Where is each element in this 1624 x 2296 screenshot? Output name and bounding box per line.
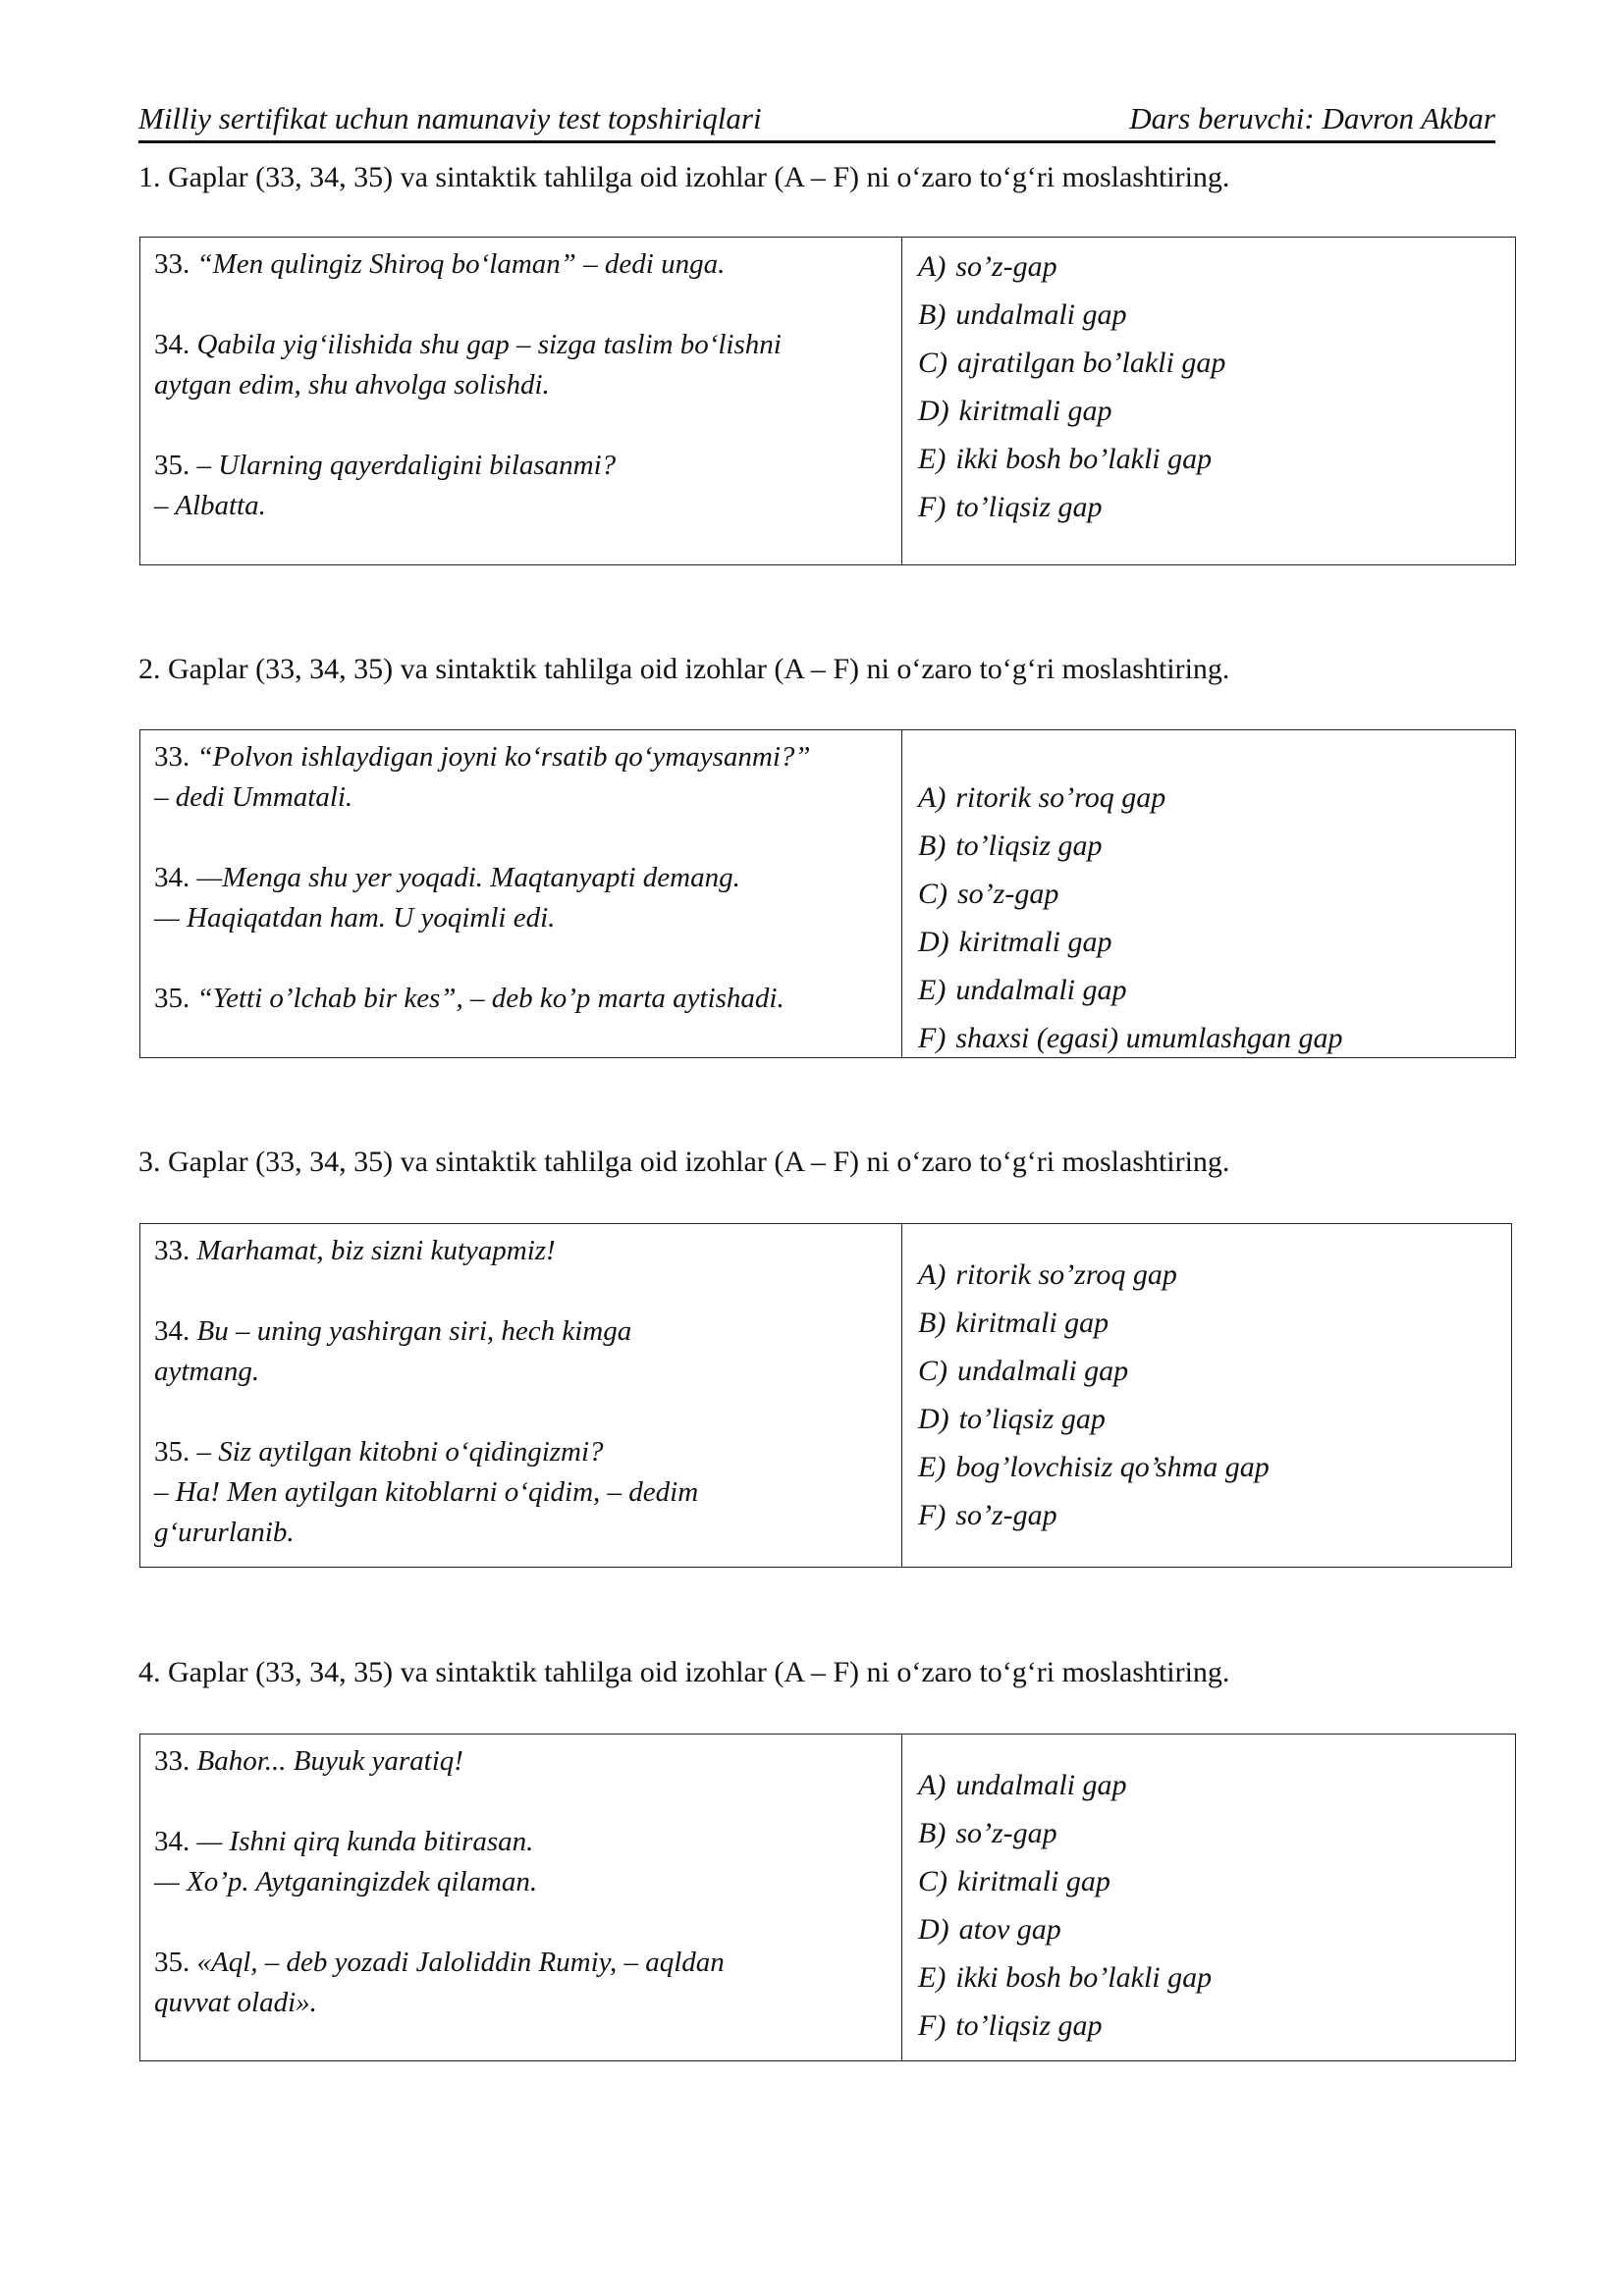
sentence-number: 35.	[154, 1947, 190, 1978]
sentence-line	[154, 1943, 888, 1983]
option-text: shaxsi (egasi) umumlashgan gap	[955, 1022, 1343, 1054]
option-item	[918, 1491, 1497, 1539]
option-letter: D)	[918, 1403, 949, 1435]
sentence-text: — Ishni qirq kunda bitirasan.	[196, 1826, 534, 1857]
sentence-text: g‘ururlanib.	[154, 1517, 295, 1548]
option-text: to’liqsiz gap	[958, 1403, 1106, 1435]
option-letter: F)	[918, 2009, 947, 2042]
option-letter: E)	[918, 974, 947, 1006]
option-letter: F)	[918, 1499, 947, 1531]
sentence-text: “Yetti o’lchab bir kes”, – deb ko’p marta aytishadi.	[196, 983, 785, 1014]
option-item	[918, 291, 1501, 339]
sentence-text: “Polvon ishlaydigan joyni ko‘rsatib qo‘ymaysanmi?”	[196, 741, 811, 773]
sentence-item	[154, 1231, 888, 1271]
sentence-line	[154, 858, 888, 898]
page-header	[138, 101, 1495, 136]
option-letter: B)	[918, 1307, 947, 1339]
option-text: undalmali gap	[957, 1355, 1129, 1387]
sentence-line	[154, 1231, 888, 1271]
sentences-column	[140, 1224, 902, 1567]
option-item	[918, 1953, 1501, 2002]
sentence-line	[154, 244, 888, 285]
option-item	[918, 1905, 1501, 1953]
sentences-column	[140, 1735, 902, 2060]
option-letter: C)	[918, 1355, 947, 1387]
options-column	[902, 1224, 1511, 1567]
option-item	[918, 1443, 1497, 1491]
sentence-number: 34.	[154, 329, 190, 360]
option-item	[918, 1761, 1501, 1809]
sentence-line	[154, 777, 888, 818]
sentence-text: — Haqiqatdan ham. U yoqimli edi.	[154, 902, 556, 934]
option-item	[918, 1395, 1497, 1443]
option-letter: D)	[918, 1913, 949, 1946]
option-letter: F)	[918, 1022, 947, 1054]
option-item	[918, 822, 1501, 870]
sentence-item	[154, 1822, 888, 1902]
option-text: kiritmali gap	[958, 926, 1112, 958]
header-divider	[138, 140, 1495, 143]
sentence-item	[154, 1432, 888, 1553]
sentence-text: aytgan edim, shu ahvolga solishdi.	[154, 369, 550, 400]
option-letter: B)	[918, 298, 947, 331]
option-letter: B)	[918, 829, 947, 862]
sentences-column	[140, 730, 902, 1057]
sentence-text: — Xo’p. Aytganingizdek qilaman.	[154, 1866, 538, 1897]
option-text: undalmali gap	[955, 974, 1127, 1006]
option-text: ritorik so’roq gap	[955, 781, 1166, 814]
sentence-line	[154, 1513, 888, 1553]
option-letter: C)	[918, 878, 947, 910]
option-letter: A)	[918, 1769, 947, 1801]
option-item	[918, 966, 1501, 1014]
sentence-number: 33.	[154, 741, 190, 773]
option-item	[918, 918, 1501, 966]
sentence-number: 33.	[154, 1235, 190, 1266]
option-text: to’liqsiz gap	[955, 2009, 1103, 2042]
sentence-text: – Ha! Men aytilgan kitoblarni o‘qidim, – dedim	[154, 1476, 699, 1508]
header-author: Dars beruvchi: Davron Akbar	[1129, 101, 1495, 135]
option-text: kiritmali gap	[958, 395, 1112, 427]
option-text: to’liqsiz gap	[955, 829, 1103, 862]
option-item	[918, 339, 1501, 387]
question-prompt: 3. Gaplar (33, 34, 35) va sintaktik tahlilga oid izohlar (A – F) ni o‘zaro to‘g‘ri moslashtiring.	[138, 1146, 1230, 1178]
option-letter: A)	[918, 1258, 947, 1291]
option-text: ikki bosh bo’lakli gap	[955, 443, 1213, 475]
sentence-line	[154, 1822, 888, 1862]
option-item	[918, 483, 1501, 531]
sentence-line	[154, 898, 888, 938]
option-text: to’liqsiz gap	[955, 491, 1103, 523]
option-text: bog’lovchisiz qo’shma gap	[955, 1451, 1270, 1483]
sentence-line	[154, 1472, 888, 1513]
option-letter: C)	[918, 1865, 947, 1897]
sentence-item	[154, 858, 888, 938]
sentence-text: «Aql, – deb yozadi Jaloliddin Rumiy, – aqldan	[196, 1947, 725, 1978]
sentence-line	[154, 486, 888, 526]
options-column	[902, 238, 1515, 564]
option-letter: D)	[918, 395, 949, 427]
sentence-text: – Ularning qayerdaligini bilasanmi?	[196, 450, 617, 481]
option-letter: E)	[918, 443, 947, 475]
sentence-line	[154, 365, 888, 405]
sentence-number: 35.	[154, 1436, 190, 1468]
sentence-text: aytmang.	[154, 1356, 260, 1387]
sentence-line	[154, 1432, 888, 1472]
matching-table	[139, 237, 1516, 565]
sentence-item	[154, 737, 888, 818]
sentences-column	[140, 238, 902, 564]
sentence-text: – Albatta.	[154, 490, 266, 521]
sentence-text: – dedi Ummatali.	[154, 781, 353, 813]
sentence-line	[154, 737, 888, 777]
option-text: undalmali gap	[955, 298, 1127, 331]
sentence-number: 33.	[154, 248, 190, 280]
option-letter: B)	[918, 1817, 947, 1849]
option-item	[918, 1857, 1501, 1905]
option-item	[918, 242, 1501, 291]
option-text: so’z-gap	[955, 250, 1057, 283]
sentence-item	[154, 446, 888, 526]
sentence-item	[154, 325, 888, 405]
option-text: atov gap	[958, 1913, 1061, 1946]
matching-table	[139, 1223, 1512, 1568]
question-prompt: 2. Gaplar (33, 34, 35) va sintaktik tahlilga oid izohlar (A – F) ni o‘zaro to‘g‘ri moslashtiring.	[138, 653, 1230, 685]
sentence-line	[154, 1983, 888, 2023]
sentence-item	[154, 1311, 888, 1392]
option-item	[918, 1014, 1501, 1062]
sentence-line	[154, 1352, 888, 1392]
sentence-text: —Menga shu yer yoqadi. Maqtanyapti demang.	[196, 862, 740, 893]
option-item	[918, 1299, 1497, 1347]
sentence-item	[154, 1741, 888, 1782]
option-text: kiritmali gap	[957, 1865, 1110, 1897]
option-item	[918, 1251, 1497, 1299]
option-item	[918, 870, 1501, 918]
option-letter: F)	[918, 491, 947, 523]
sentence-item	[154, 1943, 888, 2023]
options-column	[902, 730, 1515, 1057]
option-letter: E)	[918, 1961, 947, 1994]
option-text: kiritmali gap	[955, 1307, 1110, 1339]
sentence-item	[154, 244, 888, 285]
sentence-number: 35.	[154, 450, 190, 481]
matching-table	[139, 729, 1516, 1058]
sentence-line	[154, 979, 888, 1019]
sentence-text: quvvat oladi».	[154, 1987, 317, 2018]
options-column	[902, 1735, 1515, 2060]
header-title: Milliy sertifikat uchun namunaviy test topshiriqlari	[138, 101, 762, 135]
option-item	[918, 387, 1501, 435]
sentence-line	[154, 1862, 888, 1902]
option-letter: C)	[918, 347, 947, 379]
option-letter: D)	[918, 926, 949, 958]
option-item	[918, 435, 1501, 483]
option-letter: A)	[918, 781, 947, 814]
option-text: so’z-gap	[955, 1499, 1057, 1531]
option-text: ajratilgan bo’lakli gap	[957, 347, 1226, 379]
sentence-text: Bu – uning yashirgan siri, hech kimga	[196, 1315, 632, 1347]
sentence-line	[154, 446, 888, 486]
question-prompt: 1. Gaplar (33, 34, 35) va sintaktik tahlilga oid izohlar (A – F) ni o‘zaro to‘g‘ri moslashtiring.	[138, 161, 1230, 193]
sentence-line	[154, 325, 888, 365]
option-text: ikki bosh bo’lakli gap	[955, 1961, 1213, 1994]
option-item	[918, 774, 1501, 822]
sentence-number: 33.	[154, 1745, 190, 1777]
question-prompt: 4. Gaplar (33, 34, 35) va sintaktik tahlilga oid izohlar (A – F) ni o‘zaro to‘g‘ri moslashtiring.	[138, 1656, 1230, 1688]
sentence-number: 34.	[154, 862, 190, 893]
sentence-text: Qabila yig‘ilishida shu gap – sizga taslim bo‘lishni	[196, 329, 782, 360]
sentence-text: Bahor... Buyuk yaratiq!	[196, 1745, 463, 1777]
option-letter: E)	[918, 1451, 947, 1483]
option-item	[918, 1809, 1501, 1857]
option-text: undalmali gap	[955, 1769, 1127, 1801]
sentence-line	[154, 1311, 888, 1352]
option-text: so’z-gap	[957, 878, 1059, 910]
option-text: ritorik so’zroq gap	[955, 1258, 1177, 1291]
option-item	[918, 1347, 1497, 1395]
sentence-number: 34.	[154, 1826, 190, 1857]
sentence-line	[154, 1741, 888, 1782]
option-text: so’z-gap	[955, 1817, 1057, 1849]
sentence-number: 35.	[154, 983, 190, 1014]
sentence-text: – Siz aytilgan kitobni o‘qidingizmi?	[196, 1436, 604, 1468]
matching-table	[139, 1734, 1516, 2061]
sentence-number: 34.	[154, 1315, 190, 1347]
sentence-text: Marhamat, biz sizni kutyapmiz!	[196, 1235, 556, 1266]
sentence-item	[154, 979, 888, 1019]
option-letter: A)	[918, 250, 947, 283]
sentence-text: “Men qulingiz Shiroq bo‘laman” – dedi unga.	[196, 248, 726, 280]
option-item	[918, 2002, 1501, 2050]
